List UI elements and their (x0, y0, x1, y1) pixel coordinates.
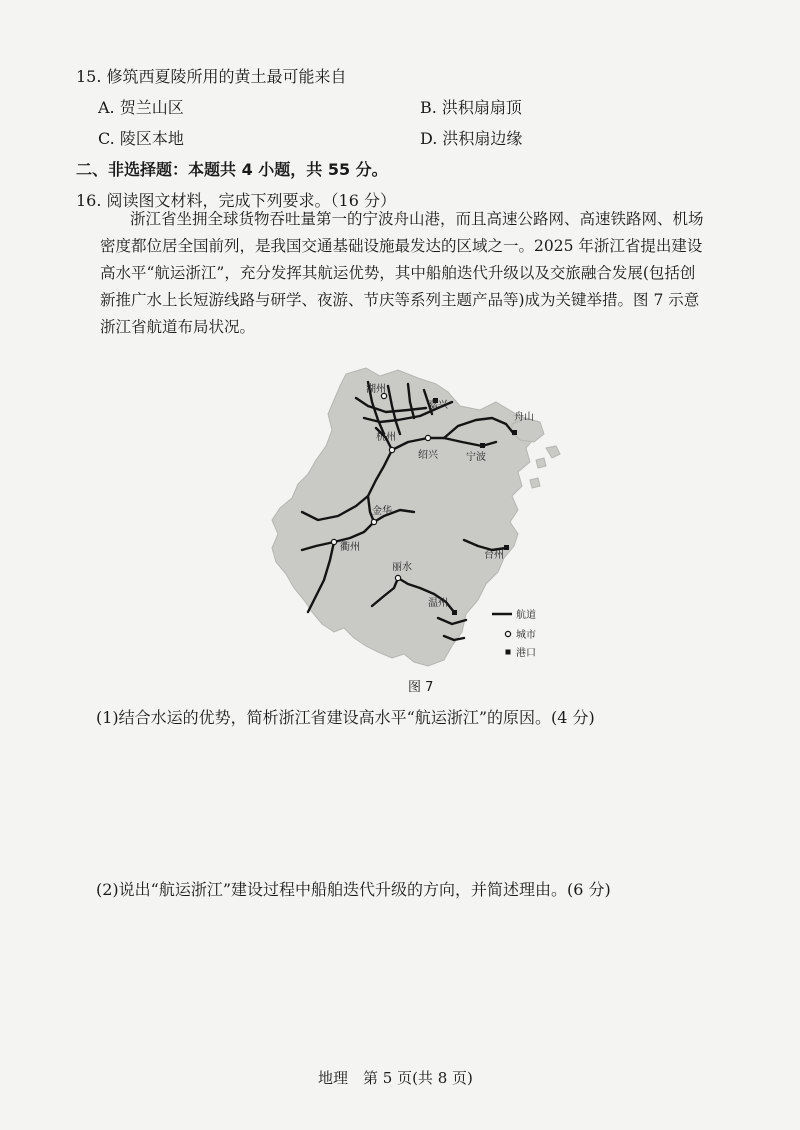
material-line-2: 密度都位居全国前列，是我国交通基础设施最发达的区域之一。2025 年浙江省提出建设 (100, 237, 703, 255)
legend-city-label: 城市 (516, 630, 536, 641)
legend-city-symbol (505, 631, 510, 636)
page-footer: 地理 第 5 页(共 8 页) (318, 1069, 473, 1087)
material-line-5: 浙江省航道布局状况。 (100, 318, 256, 336)
city-label-huzhou: 湖州 (366, 384, 386, 395)
figure-7-caption: 图 7 (408, 680, 434, 695)
city-marker-hangzhou (389, 447, 394, 452)
city-label-zhoushan: 舟山 (514, 412, 534, 423)
city-marker-shaoxing (425, 435, 430, 440)
city-marker-jinhua (371, 519, 376, 524)
small-island (536, 458, 546, 468)
question-16-stem: 16. 阅读图文材料，完成下列要求。（16 分） (76, 191, 396, 210)
question-15-stem: 15. 修筑西夏陵所用的黄土最可能来自 (76, 67, 347, 86)
city-label-wenzhou: 温州 (428, 598, 448, 609)
material-line-4: 新推广水上长短游线路与研学、夜游、节庆等系列主题产品等)成为关键举措。图 7 示意 (100, 291, 700, 309)
city-label-lishui: 丽水 (392, 562, 412, 573)
section-2-title: 二、非选择题：本题共 4 小题，共 55 分。 (76, 160, 388, 179)
city-label-quzhou: 衢州 (340, 542, 360, 553)
city-label-jinhua: 金华 (372, 506, 392, 517)
city-label-ningbo: 宁波 (466, 452, 486, 463)
city-marker-quzhou (331, 539, 336, 544)
map-legend (492, 608, 536, 659)
port-marker-zhoushan (512, 430, 517, 435)
zhejiang-waterway-map (268, 362, 568, 670)
small-island (546, 446, 560, 458)
q15-option-b: B. 洪积扇扇顶 (420, 98, 522, 117)
port-marker-taizhou (504, 545, 509, 550)
legend-waterway-label: 航道 (516, 610, 536, 621)
subquestion-2: (2)说出“航运浙江”建设过程中船舶迭代升级的方向，并简述理由。(6 分) (96, 880, 611, 899)
city-marker-lishui (395, 575, 400, 580)
small-island (530, 478, 540, 488)
city-label-shaoxing: 绍兴 (418, 450, 438, 461)
q15-option-d: D. 洪积扇边缘 (420, 129, 523, 148)
port-marker-wenzhou (452, 610, 457, 615)
subquestion-1: (1)结合水运的优势，简析浙江省建设高水平“航运浙江”的原因。(4 分) (96, 708, 595, 727)
city-label-jiaxing: 嘉兴 (428, 400, 448, 411)
material-line-3: 高水平“航运浙江”，充分发挥其航运优势，其中船舶迭代升级以及交旅融合发展(包括创 (100, 264, 696, 282)
port-marker-ningbo (480, 443, 485, 448)
city-label-hangzhou: 杭州 (376, 432, 396, 443)
map-svg (268, 362, 568, 670)
legend-port-symbol (506, 650, 511, 655)
q15-option-c: C. 陵区本地 (98, 129, 184, 148)
legend-port-label: 港口 (516, 648, 536, 659)
q15-option-a: A. 贺兰山区 (98, 98, 184, 117)
material-line-1: 浙江省坐拥全球货物吞吐量第一的宁波舟山港，而且高速公路网、高速铁路网、机场 (130, 210, 704, 228)
city-label-taizhou: 台州 (484, 550, 504, 561)
